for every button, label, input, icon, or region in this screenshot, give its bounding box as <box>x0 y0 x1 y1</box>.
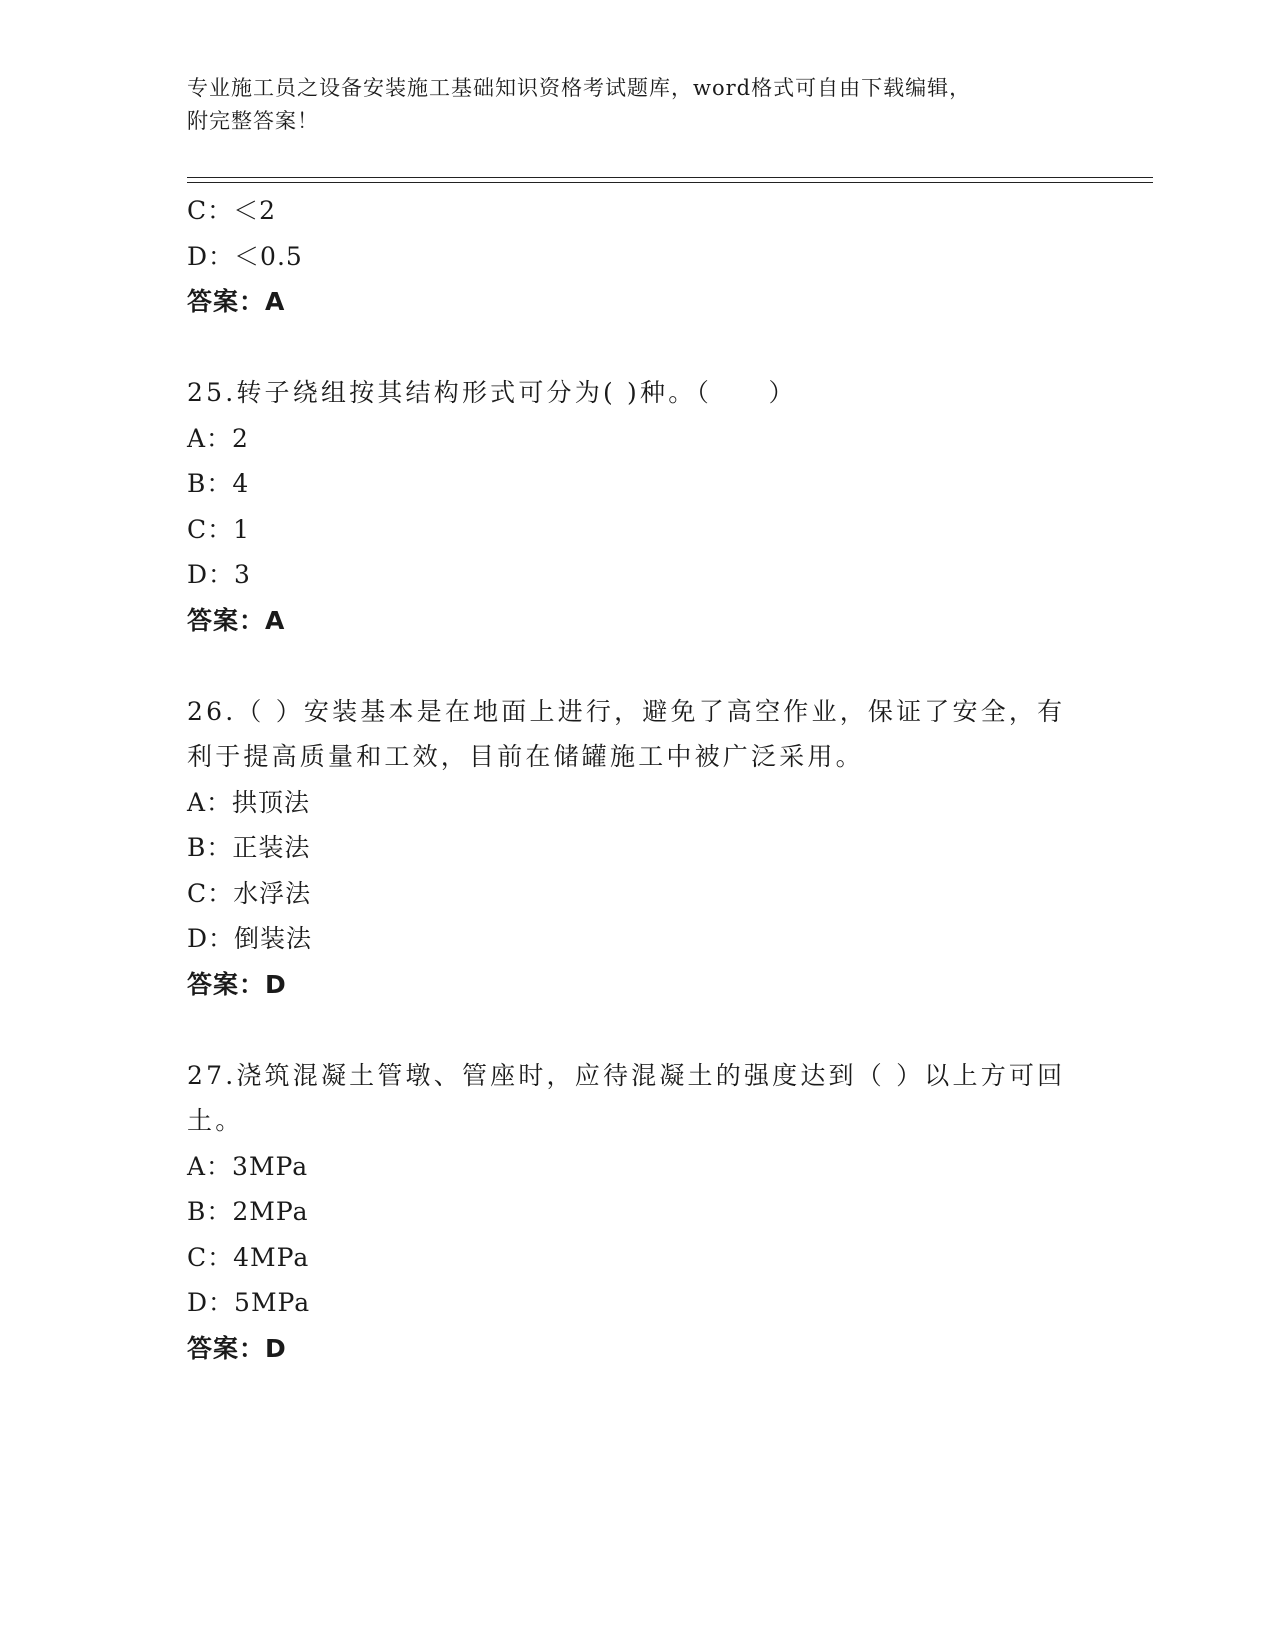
spacer <box>187 325 1107 371</box>
answer-line: 答案：A <box>187 287 286 316</box>
document-header <box>187 72 1087 138</box>
question-block-27 <box>187 1053 1107 1372</box>
option-c: C：＜2 <box>187 196 277 225</box>
question-list <box>187 188 1107 1371</box>
option-a: A：3MPa <box>187 1151 309 1181</box>
question-block-previous <box>187 188 1107 325</box>
option-a: A：2 <box>187 423 249 453</box>
spacer <box>187 1007 1107 1053</box>
question-stem: 26.（ ）安装基本是在地面上进行，避免了高空作业，保证了安全，有利于提高质量和工效，目前在储罐施工中被广泛采用。 <box>187 696 1066 771</box>
answer-line: 答案：D <box>187 969 287 999</box>
header-rule-top <box>187 177 1153 178</box>
spacer <box>187 643 1107 689</box>
option-d: D：3 <box>187 560 251 589</box>
header-line-2: 附完整答案！ <box>187 109 319 133</box>
answer-line: 答案：A <box>187 605 286 635</box>
option-a: A：拱顶法 <box>187 787 311 817</box>
answer-line: 答案：D <box>187 1333 287 1363</box>
option-b: B：4 <box>187 469 250 498</box>
option-d: D：＜0.5 <box>187 241 303 271</box>
option-d: D：5MPa <box>187 1288 311 1317</box>
option-b: B：2MPa <box>187 1197 309 1226</box>
question-block-25 <box>187 370 1107 643</box>
question-stem: 25.转子绕组按其结构形式可分为( )种。（ ） <box>187 378 797 407</box>
question-block-26 <box>187 689 1107 1008</box>
question-stem: 27.浇筑混凝土管墩、管座时，应待混凝土的强度达到（ ）以上方可回土。 <box>187 1060 1066 1135</box>
header-rule-bottom <box>187 182 1153 183</box>
option-c: C：4MPa <box>187 1242 310 1272</box>
option-b: B：正装法 <box>187 833 311 862</box>
option-c: C：1 <box>187 514 251 544</box>
option-d: D：倒装法 <box>187 924 313 953</box>
option-c: C：水浮法 <box>187 878 312 908</box>
header-line-1: 专业施工员之设备安装施工基础知识资格考试题库，word格式可自由下载编辑， <box>187 76 972 100</box>
